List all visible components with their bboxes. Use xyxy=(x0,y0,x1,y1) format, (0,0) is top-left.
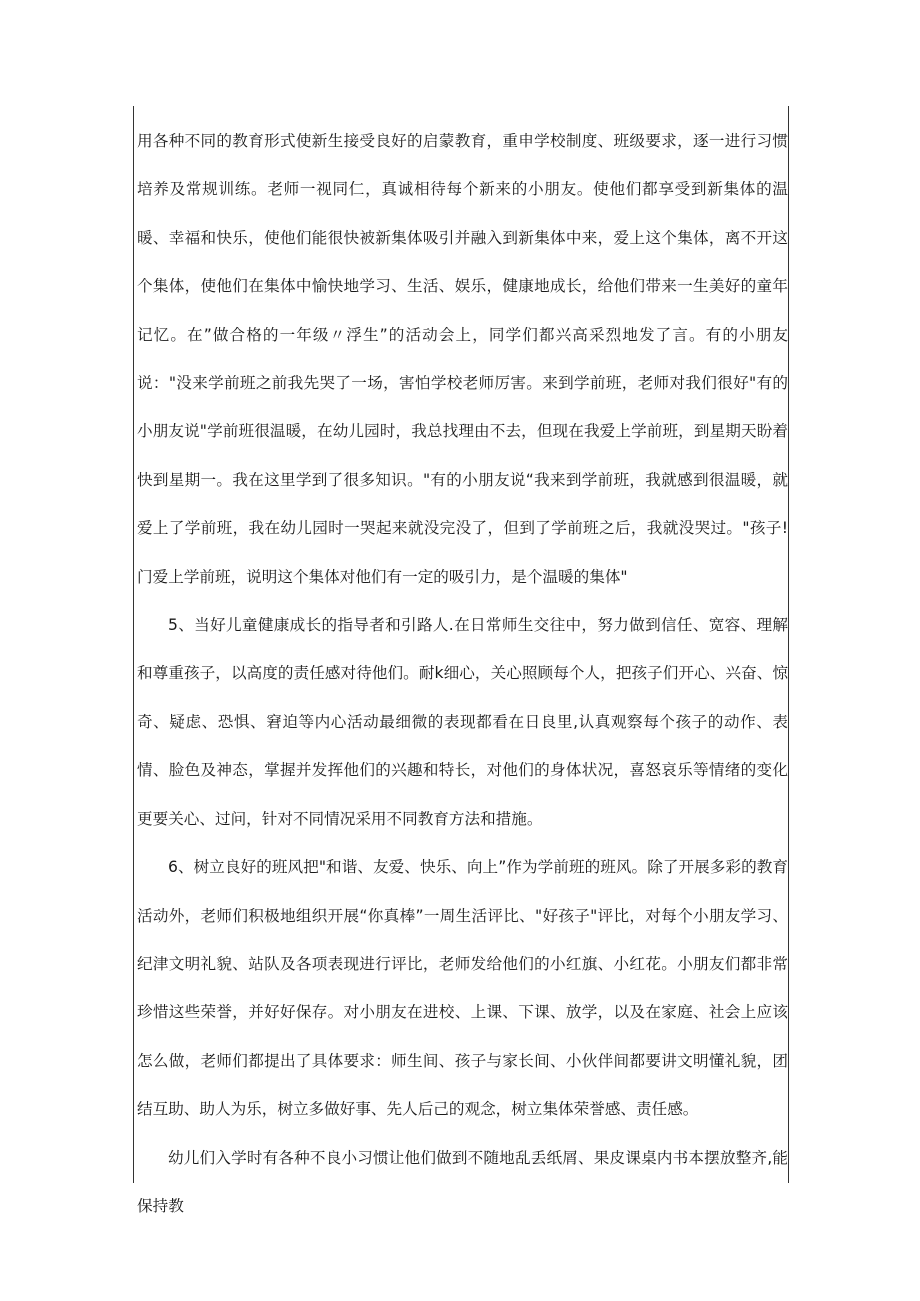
right-margin-rule xyxy=(788,106,789,1183)
paragraph-item-5-guidance: 5、当好儿童健康成长的指导者和引路人.在日常师生交往中，努力做到信任、宽容、理解和尊重孩子，以高度的责任感对待他们。耐k细心，关心照顾每个人，把孩子们开心、兴奋、惊奇、疑虑、恐惧、窘迫等内心活动最细微的表现都看在日良里,认真观察每个孩子的动作、表情、脸色及神态，掌握并发挥他们的兴趣和特长，对他们的身体状况，喜怒哀乐等情绪的变化更要关心、过问，针对不同情况采用不同教育方法和措施。 xyxy=(137,616,788,828)
paragraph-orientation-education: 用各种不同的教育形式使新生接受良好的启蒙教育，重申学校制度、班级要求，逐一进行习惯培养及常规训练。老师一视同仁，真诚相待每个新来的小朋友。使他们都享受到新集体的温暖、幸福和快乐，使他们能很快被新集体吸引并融入到新集体中来，爱上这个集体，离不开这个集体，使他们在集体中愉快地学习、生活、娱乐，健康地成长，给他们带来一生美好的童年记忆。在”做合格的一年级〃浮生”的活动会上，同学们都兴高采烈地发了言。有的小朋友说："没来学前班之前我先哭了一场，害怕学校老师厉害。来到学前班，老师对我们很好"有的小朋友说"学前班很温暖，在幼儿园时，我总找理由不去，但现在我爱上学前班，到星期天盼着快到星期一。我在这里学到了很多知识。"有的小朋友说“我来到学前班，我就感到很温暖，就爱上了学前班，我在幼儿园时一哭起来就没完没了，但到了学前班之后，我就没哭过。"孩子!门爱上学前班，说明这个集体对他们有一定的吸引力，是个温暖的集体" xyxy=(137,132,788,586)
document-body xyxy=(137,117,788,1230)
paragraph-item-6-class-spirit: 6、树立良好的班风把"和谐、友爱、快乐、向上”作为学前班的班风。除了开展多彩的教育活动外，老师们积极地组织开展“你真棒”一周生活评比、"好孩子"评比，对每个小朋友学习、纪津文明礼貌、站队及各项表现进行评比，老师发给他们的小红旗、小红花。小朋友们都非常珍惜这些荣誉，并好好保存。对小朋友在进校、上课、下课、放学，以及在家庭、社会上应该怎么做，老师们都提出了具体要求：师生间、孩子与家长间、小伙伴间都要讲文明懂礼貌，团结互助、助人为乐，树立多做好事、先人后己的观念，树立集体荣誉感、责任感。 xyxy=(137,858,788,1119)
left-margin-rule xyxy=(133,106,134,1183)
paragraph-habits: 幼儿们入学时有各种不良小习惯让他们做到不随地乱丢纸屑、果皮课桌内书本摆放整齐,能保持教 xyxy=(137,1148,788,1215)
